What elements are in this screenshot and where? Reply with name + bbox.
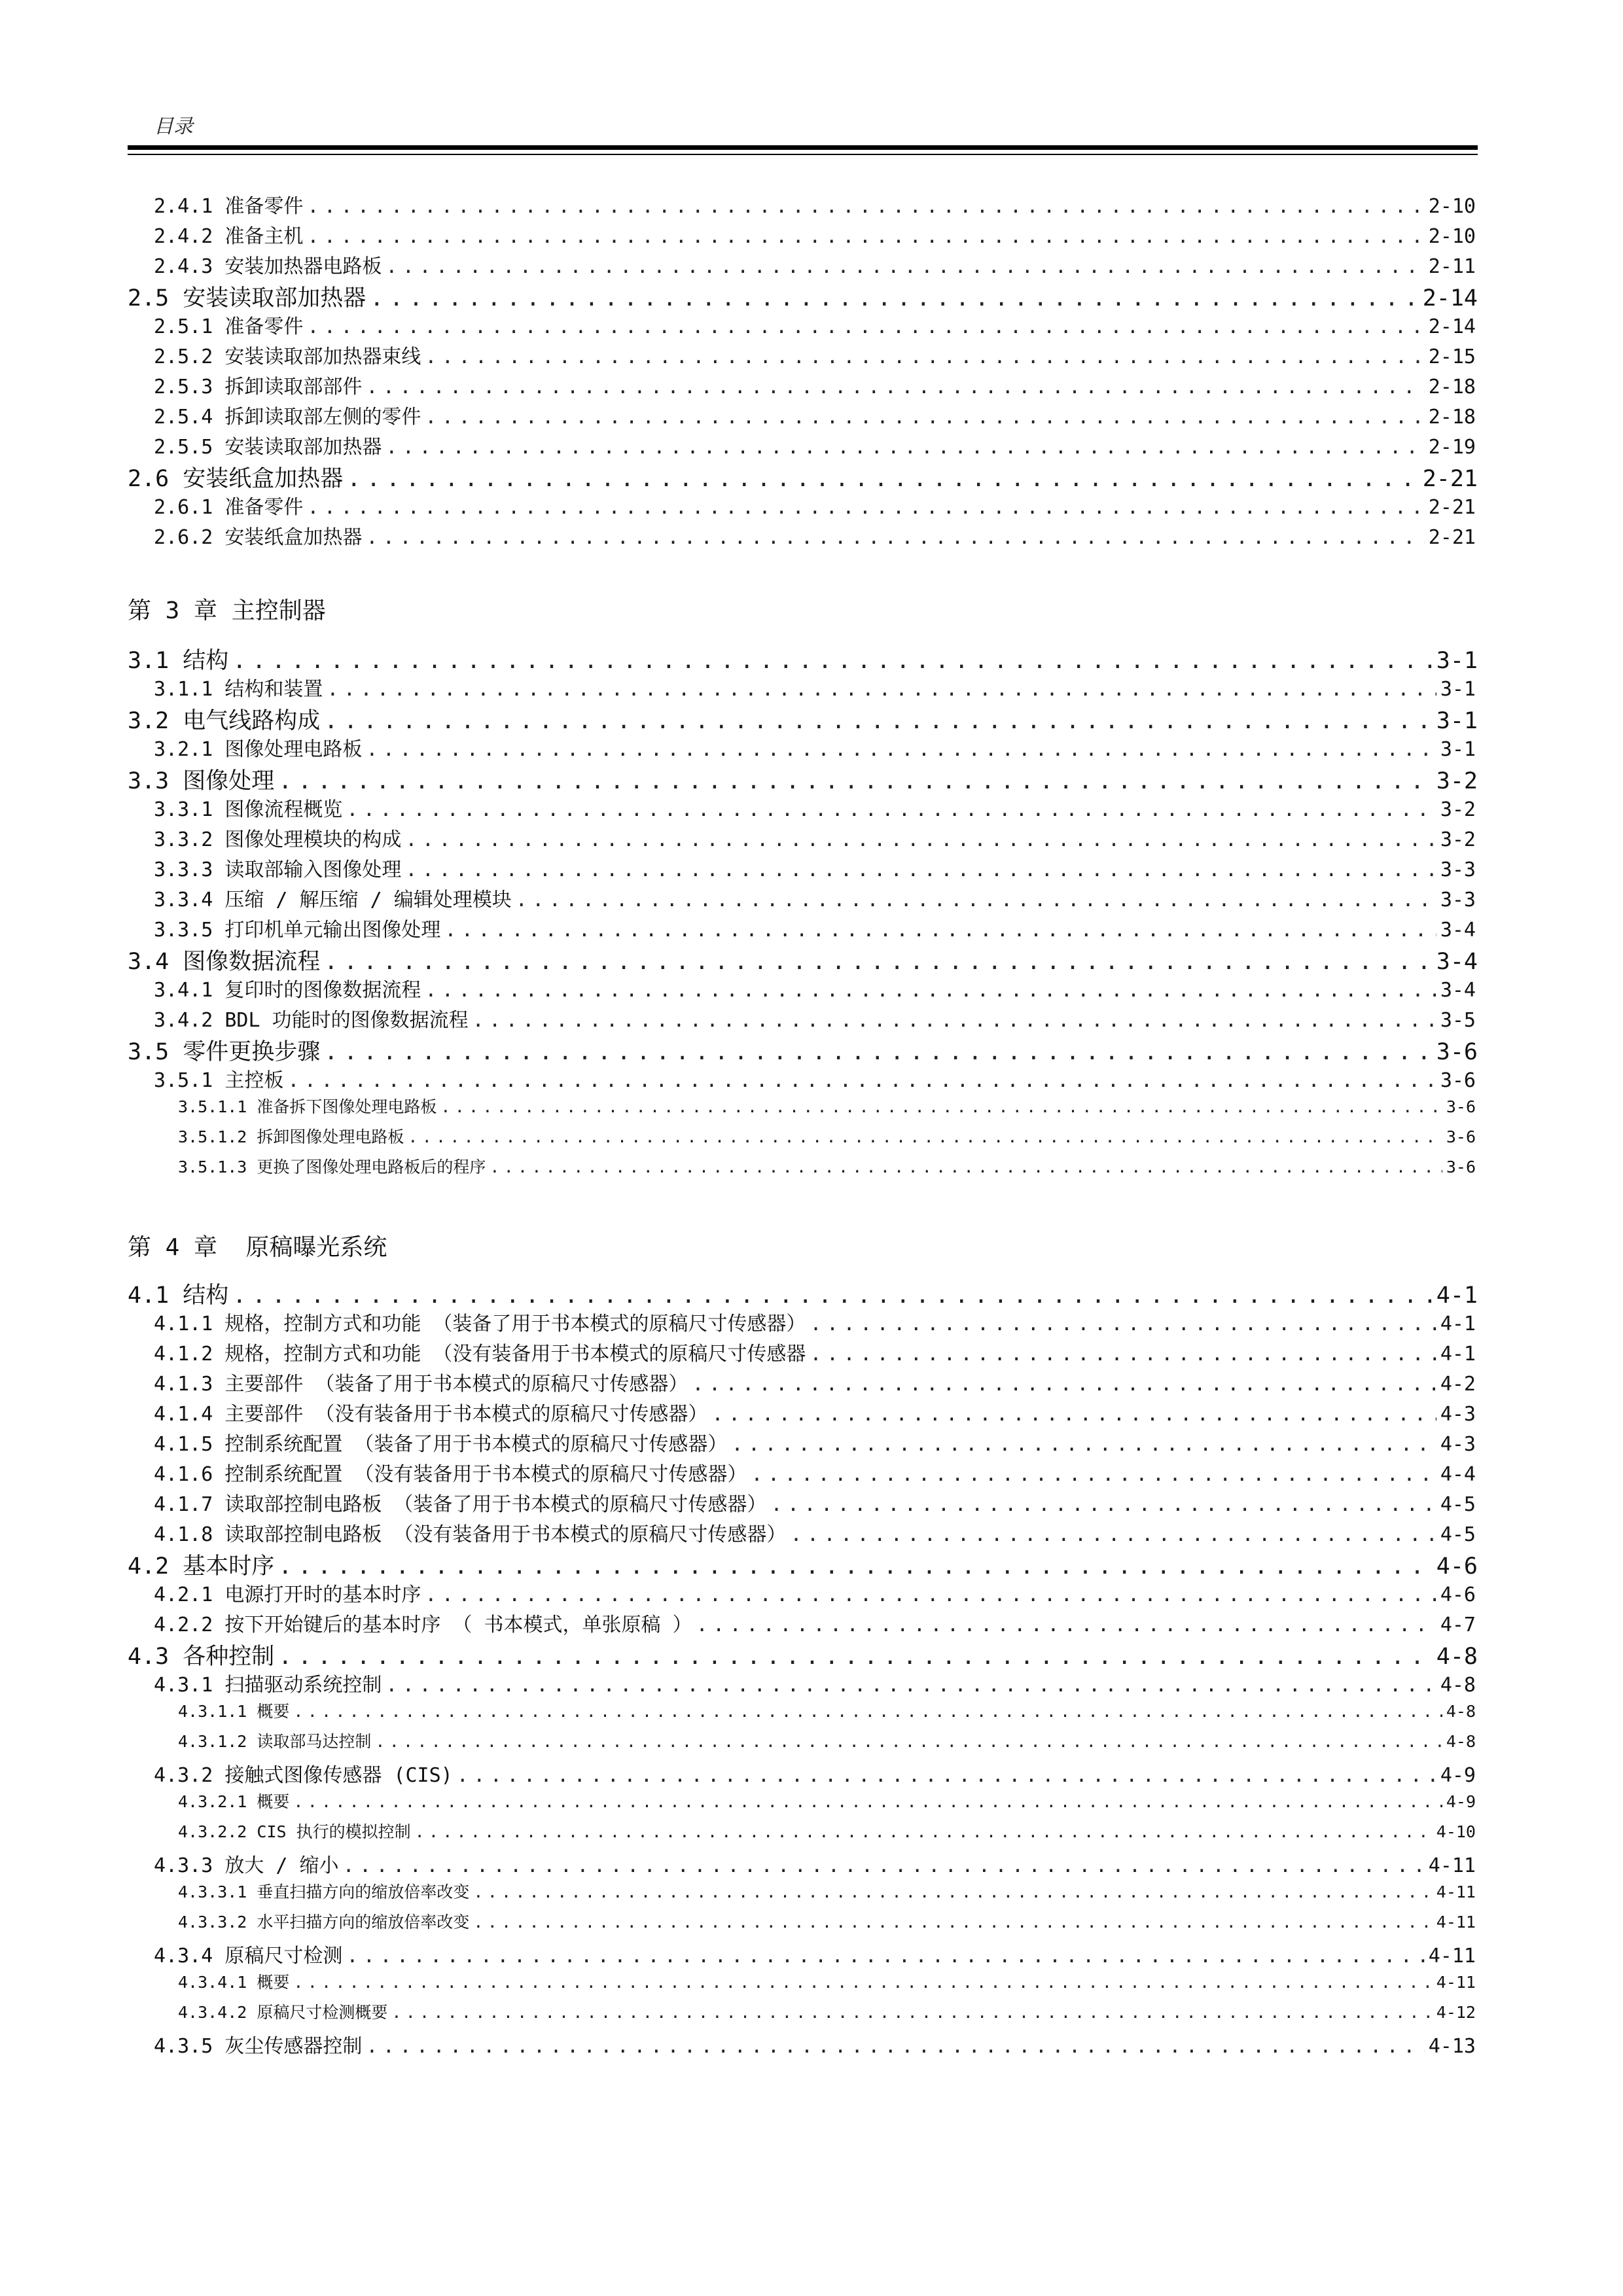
toc-entry-title: 4.3.4 原稿尺寸检测: [154, 1945, 343, 1968]
toc-entry-title: 3.1 结构: [128, 648, 229, 674]
chapter-4-heading: 第 4 章 原稿曝光系统: [128, 1234, 387, 1261]
toc-entry-page: 4-5: [1440, 1523, 1476, 1546]
toc-leader-dots: [790, 1523, 1436, 1546]
toc-entry[interactable]: [154, 1368, 1476, 1396]
toc-entry[interactable]: [128, 1638, 1478, 1671]
toc-entry-page: 4-11: [1428, 1854, 1476, 1877]
toc-entry-title: 4.3.1.2 读取部马达控制: [178, 1732, 372, 1751]
toc-entry[interactable]: [128, 1034, 1478, 1067]
toc-entry-page: 2-14: [1428, 315, 1476, 338]
toc-leader-dots: [278, 1644, 1432, 1670]
toc-entry-title: 3.3.2 图像处理模块的构成: [154, 828, 402, 851]
toc-leader-dots: [711, 1403, 1436, 1426]
toc-leader-dots: [731, 1433, 1436, 1456]
toc-entry-title: 4.3.2 接触式图像传感器 (CIS): [154, 1764, 453, 1787]
toc-leader-dots: [490, 1157, 1442, 1176]
toc-entry-page: 4-11: [1436, 1882, 1476, 1901]
toc-entry[interactable]: [154, 1669, 1476, 1697]
toc-entry-page: 2-11: [1428, 255, 1476, 278]
toc-entry[interactable]: [154, 431, 1476, 459]
toc-entry-title: 4.1.2 规格，控制方式和功能 （没有装备用于书本模式的原稿尺寸传感器: [154, 1343, 806, 1366]
toc-entry-page: 4-7: [1440, 1614, 1476, 1636]
toc-entry-page: 4-1: [1440, 1313, 1476, 1335]
toc-leader-dots: [287, 1069, 1436, 1092]
toc-entry-title: 2.5 安装读取部加热器: [128, 285, 366, 311]
toc-entry-page: 3-4: [1440, 919, 1476, 942]
toc-leader-dots: [425, 345, 1424, 368]
toc-entry-page: 3-3: [1440, 889, 1476, 911]
toc-entry-title: 3.3.4 压缩 / 解压缩 / 编辑处理模块: [154, 889, 512, 911]
toc-entry-title: 3.4 图像数据流程: [128, 949, 321, 975]
toc-entry-page: 3-1: [1436, 708, 1478, 734]
toc-entry[interactable]: [128, 944, 1478, 976]
toc-entry-title: 3.4.2 BDL 功能时的图像数据流程: [154, 1009, 469, 1032]
toc-leader-dots: [324, 949, 1432, 975]
toc-entry-page: 4-6: [1440, 1583, 1476, 1606]
toc-entry[interactable]: [178, 1969, 1476, 1993]
toc-entry[interactable]: [154, 673, 1476, 701]
toc-entry[interactable]: [154, 1307, 1476, 1336]
toc-leader-dots: [425, 1583, 1436, 1606]
toc-leader-dots: [293, 1792, 1442, 1811]
toc-entry-page: 4-11: [1428, 1945, 1476, 1968]
toc-entry-page: 4-12: [1436, 2003, 1476, 2022]
toc-entry-title: 2.6 安装纸盒加热器: [128, 466, 344, 492]
toc-leader-dots: [415, 1822, 1433, 1841]
toc-entry-title: 3.3 图像处理: [128, 768, 275, 794]
toc-entry[interactable]: [178, 1094, 1476, 1118]
toc-leader-dots: [346, 1945, 1424, 1968]
toc-entry-title: 4.3.4.2 原稿尺寸检测概要: [178, 2003, 388, 2022]
toc-entry-title: 4.3.2.1 概要: [178, 1792, 290, 1811]
toc-entry[interactable]: [154, 1064, 1476, 1093]
toc-leader-dots: [366, 738, 1436, 761]
toc-entry-page: 4-6: [1436, 1553, 1478, 1580]
toc-leader-dots: [444, 919, 1436, 942]
toc-leader-dots: [457, 1764, 1436, 1787]
toc-leader-dots: [232, 1282, 1432, 1309]
toc-entry-title: 4.1.4 主要部件 （没有装备用于书本模式的原稿尺寸传感器）: [154, 1403, 708, 1426]
toc-entry-page: 4-2: [1440, 1373, 1476, 1396]
toc-entry[interactable]: [154, 1578, 1476, 1607]
toc-entry-page: 2-10: [1428, 195, 1476, 218]
toc-entry-page: 2-14: [1422, 285, 1478, 311]
toc-leader-dots: [366, 376, 1424, 398]
toc-entry-title: 4.1 结构: [128, 1282, 229, 1309]
toc-entry-title: 4.3.5 灰尘传感器控制: [154, 2035, 363, 2058]
toc-entry[interactable]: [128, 703, 1478, 735]
toc-entry[interactable]: [128, 461, 1478, 493]
toc-leader-dots: [696, 1614, 1436, 1636]
toc-entry-page: 3-6: [1436, 1039, 1478, 1065]
toc-entry[interactable]: [154, 1518, 1476, 1547]
toc-entry[interactable]: [178, 1699, 1476, 1722]
toc-entry-page: 3-3: [1440, 858, 1476, 881]
toc-entry[interactable]: [178, 2000, 1476, 2023]
toc-leader-dots: [385, 255, 1424, 278]
toc-entry-page: 3-6: [1446, 1157, 1476, 1176]
toc-entry-title: 4.2.1 电源打开时的基本时序: [154, 1583, 421, 1606]
toc-leader-dots: [405, 858, 1436, 881]
toc-leader-dots: [810, 1313, 1436, 1335]
toc-entry[interactable]: [154, 1939, 1476, 1968]
toc-entry[interactable]: [154, 974, 1476, 1002]
toc-entry-title: 3.5.1.1 准备拆下图像处理电路板: [178, 1097, 437, 1116]
toc-entry[interactable]: [178, 1124, 1476, 1148]
toc-leader-dots: [770, 1493, 1436, 1516]
toc-entry[interactable]: [154, 733, 1476, 762]
toc-leader-dots: [408, 1127, 1442, 1146]
toc-entry[interactable]: [154, 400, 1476, 429]
toc-entry-page: 3-6: [1446, 1127, 1476, 1146]
toc-entry[interactable]: [178, 1789, 1476, 1812]
toc-leader-dots: [293, 1973, 1432, 1992]
toc-entry-title: 3.2.1 图像处理电路板: [154, 738, 363, 761]
toc-entry[interactable]: [128, 1277, 1478, 1310]
toc-leader-dots: [324, 708, 1432, 734]
toc-entry-title: 3.5.1.2 拆卸图像处理电路板: [178, 1127, 404, 1146]
toc-leader-dots: [343, 1854, 1425, 1877]
toc-leader-dots: [440, 1097, 1442, 1116]
toc-entry[interactable]: [154, 250, 1476, 279]
toc-entry-page: 3-2: [1436, 768, 1478, 794]
toc-entry-title: 4.3.3.2 水平扫描方向的缩放倍率改变: [178, 1913, 470, 1932]
page-header-title: 目录: [154, 115, 193, 138]
toc-entry-title: 2.5.2 安装读取部加热器束线: [154, 345, 421, 368]
toc-entry[interactable]: [154, 1004, 1476, 1033]
toc-entry-title: 4.2.2 按下开始键后的基本时序 （ 书本模式，单张原稿 ）: [154, 1614, 692, 1636]
toc-entry-page: 4-8: [1446, 1732, 1476, 1751]
toc-entry-page: 4-4: [1440, 1463, 1476, 1486]
toc-entry-page: 4-10: [1436, 1822, 1476, 1841]
toc-entry-title: 2.5.4 拆卸读取部左侧的零件: [154, 406, 421, 429]
toc-leader-dots: [385, 436, 1424, 459]
toc-entry-title: 4.1.7 读取部控制电路板 （装备了用于书本模式的原稿尺寸传感器）: [154, 1493, 767, 1516]
toc-entry-page: 4-1: [1436, 1282, 1478, 1309]
toc-entry-title: 4.3.1.1 概要: [178, 1702, 290, 1721]
toc-entry-title: 4.3 各种控制: [128, 1644, 275, 1670]
toc-leader-dots: [405, 828, 1436, 851]
toc-leader-dots: [366, 526, 1424, 549]
toc-entry-title: 4.3.2.2 CIS 执行的模拟控制: [178, 1822, 411, 1841]
toc-entry[interactable]: [154, 370, 1476, 399]
toc-entry-page: 2-21: [1428, 496, 1476, 519]
toc-leader-dots: [692, 1373, 1436, 1396]
toc-entry[interactable]: [128, 643, 1478, 675]
toc-entry-title: 4.3.1 扫描驱动系统控制: [154, 1674, 382, 1697]
toc-entry[interactable]: [178, 1154, 1476, 1178]
toc-entry[interactable]: [154, 1458, 1476, 1487]
toc-entry-page: 3-6: [1440, 1069, 1476, 1092]
toc-entry-title: 3.3.5 打印机单元输出图像处理: [154, 919, 441, 942]
toc-entry-page: 4-1: [1440, 1343, 1476, 1366]
chapter-3-heading: 第 3 章 主控制器: [128, 597, 326, 624]
toc-entry[interactable]: [154, 340, 1476, 369]
toc-entry-title: 3.2 电气线路构成: [128, 708, 321, 734]
toc-entry[interactable]: [128, 763, 1478, 796]
toc-entry[interactable]: [178, 1819, 1476, 1843]
toc-entry-page: 4-9: [1446, 1792, 1476, 1811]
toc-leader-dots: [278, 1553, 1432, 1580]
toc-entry-page: 3-4: [1440, 979, 1476, 1002]
toc-entry-page: 3-6: [1446, 1097, 1476, 1116]
toc-entry-title: 3.5.1.3 更换了图像处理电路板后的程序: [178, 1157, 486, 1176]
toc-entry-page: 4-8: [1436, 1644, 1478, 1670]
toc-entry-title: 2.4.2 准备主机: [154, 225, 304, 248]
toc-leader-dots: [307, 315, 1424, 338]
toc-entry-title: 2.5.1 准备零件: [154, 315, 304, 338]
toc-leader-dots: [516, 889, 1436, 911]
toc-leader-dots: [346, 798, 1436, 821]
toc-entry[interactable]: [154, 1398, 1476, 1426]
toc-entry-title: 3.3.1 图像流程概览: [154, 798, 343, 821]
toc-entry-page: 2-19: [1428, 436, 1476, 459]
toc-leader-dots: [324, 1039, 1432, 1065]
toc-entry-title: 2.5.3 拆卸读取部部件: [154, 376, 363, 398]
toc-leader-dots: [810, 1343, 1436, 1366]
toc-entry-title: 2.4.1 准备零件: [154, 195, 304, 218]
toc-entry[interactable]: [178, 1729, 1476, 1752]
toc-entry-title: 4.1.3 主要部件 （装备了用于书本模式的原稿尺寸传感器）: [154, 1373, 688, 1396]
toc-entry[interactable]: [154, 491, 1476, 520]
toc-leader-dots: [278, 768, 1432, 794]
toc-entry-page: 3-5: [1440, 1009, 1476, 1032]
toc-leader-dots: [473, 1913, 1432, 1932]
toc-leader-dots: [751, 1463, 1436, 1486]
toc-entry[interactable]: [154, 913, 1476, 942]
toc-leader-dots: [307, 195, 1424, 218]
toc-entry-title: 3.1.1 结构和装置: [154, 678, 323, 701]
toc-entry[interactable]: [154, 1488, 1476, 1517]
toc-entry-page: 4-3: [1440, 1433, 1476, 1456]
toc-entry-page: 2-18: [1428, 376, 1476, 398]
toc-entry-page: 3-2: [1440, 798, 1476, 821]
toc-entry-page: 4-11: [1436, 1913, 1476, 1932]
toc-entry-page: 4-3: [1440, 1403, 1476, 1426]
toc-entry[interactable]: [154, 1428, 1476, 1457]
toc-entry[interactable]: [154, 853, 1476, 882]
toc-entry[interactable]: [154, 310, 1476, 339]
toc-entry-page: 2-10: [1428, 225, 1476, 248]
toc-entry-title: 2.6.1 准备零件: [154, 496, 304, 519]
toc-entry-page: 4-13: [1428, 2035, 1476, 2058]
toc-entry-title: 4.1.6 控制系统配置 （没有装备用于书本模式的原稿尺寸传感器）: [154, 1463, 747, 1486]
toc-entry-page: 4-9: [1440, 1764, 1476, 1787]
toc-leader-dots: [391, 2003, 1432, 2022]
toc-leader-dots: [425, 979, 1436, 1002]
toc-leader-dots: [370, 285, 1418, 311]
toc-entry[interactable]: [154, 1337, 1476, 1366]
toc-entry[interactable]: [154, 793, 1476, 822]
toc-entry-page: 2-15: [1428, 345, 1476, 368]
toc-entry[interactable]: [154, 823, 1476, 852]
toc-entry-title: 2.6.2 安装纸盒加热器: [154, 526, 363, 549]
toc-entry-page: 3-1: [1440, 738, 1476, 761]
toc-entry-title: 3.4.1 复印时的图像数据流程: [154, 979, 421, 1002]
toc-entry[interactable]: [178, 1909, 1476, 1933]
toc-leader-dots: [375, 1732, 1442, 1751]
toc-leader-dots: [307, 496, 1424, 519]
toc-entry-title: 4.1.1 规格，控制方式和功能 （装备了用于书本模式的原稿尺寸传感器）: [154, 1313, 806, 1335]
toc-entry-page: 3-1: [1440, 678, 1476, 701]
toc-entry[interactable]: [154, 190, 1476, 219]
toc-entry-page: 3-4: [1436, 949, 1478, 975]
toc-entry[interactable]: [154, 1849, 1476, 1878]
toc-entry[interactable]: [154, 220, 1476, 249]
toc-leader-dots: [293, 1702, 1442, 1721]
toc-leader-dots: [385, 1674, 1436, 1697]
toc-entry-title: 4.2 基本时序: [128, 1553, 275, 1580]
toc-entry-page: 4-11: [1436, 1973, 1476, 1992]
toc-leader-dots: [473, 1882, 1432, 1901]
toc-entry-page: 4-8: [1440, 1674, 1476, 1697]
toc-entry[interactable]: [154, 883, 1476, 912]
toc-entry-title: 4.1.5 控制系统配置 （装备了用于书本模式的原稿尺寸传感器）: [154, 1433, 728, 1456]
toc-entry-title: 4.3.4.1 概要: [178, 1973, 290, 1992]
toc-entry-title: 4.3.3 放大 / 缩小: [154, 1854, 339, 1877]
toc-entry-page: 3-1: [1436, 648, 1478, 674]
toc-entry-title: 4.3.3.1 垂直扫描方向的缩放倍率改变: [178, 1882, 470, 1901]
toc-entry-page: 4-8: [1446, 1702, 1476, 1721]
toc-entry[interactable]: [154, 1759, 1476, 1788]
toc-entry-page: 2-21: [1428, 526, 1476, 549]
toc-entry-page: 4-5: [1440, 1493, 1476, 1516]
toc-entry[interactable]: [128, 1548, 1478, 1581]
toc-entry[interactable]: [128, 280, 1478, 313]
toc-leader-dots: [425, 406, 1424, 429]
toc-leader-dots: [232, 648, 1432, 674]
toc-entry-page: 3-2: [1440, 828, 1476, 851]
toc-entry-title: 3.5 零件更换步骤: [128, 1039, 321, 1065]
toc-leader-dots: [473, 1009, 1436, 1032]
toc-entry-title: 3.3.3 读取部输入图像处理: [154, 858, 402, 881]
toc-leader-dots: [307, 225, 1424, 248]
toc-entry[interactable]: [154, 521, 1476, 550]
toc-entry-page: 2-18: [1428, 406, 1476, 429]
toc-leader-dots: [366, 2035, 1424, 2058]
toc-entry-title: 4.1.8 读取部控制电路板 （没有装备用于书本模式的原稿尺寸传感器）: [154, 1523, 787, 1546]
toc-leader-dots: [347, 466, 1418, 492]
toc-entry[interactable]: [154, 2030, 1476, 2058]
toc-leader-dots: [327, 678, 1436, 701]
toc-entry-page: 2-21: [1422, 466, 1478, 492]
toc-entry-title: 2.5.5 安装读取部加热器: [154, 436, 382, 459]
toc-entry-title: 2.4.3 安装加热器电路板: [154, 255, 382, 278]
toc-entry[interactable]: [154, 1608, 1476, 1637]
toc-entry[interactable]: [178, 1879, 1476, 1903]
toc-entry-title: 3.5.1 主控板: [154, 1069, 284, 1092]
